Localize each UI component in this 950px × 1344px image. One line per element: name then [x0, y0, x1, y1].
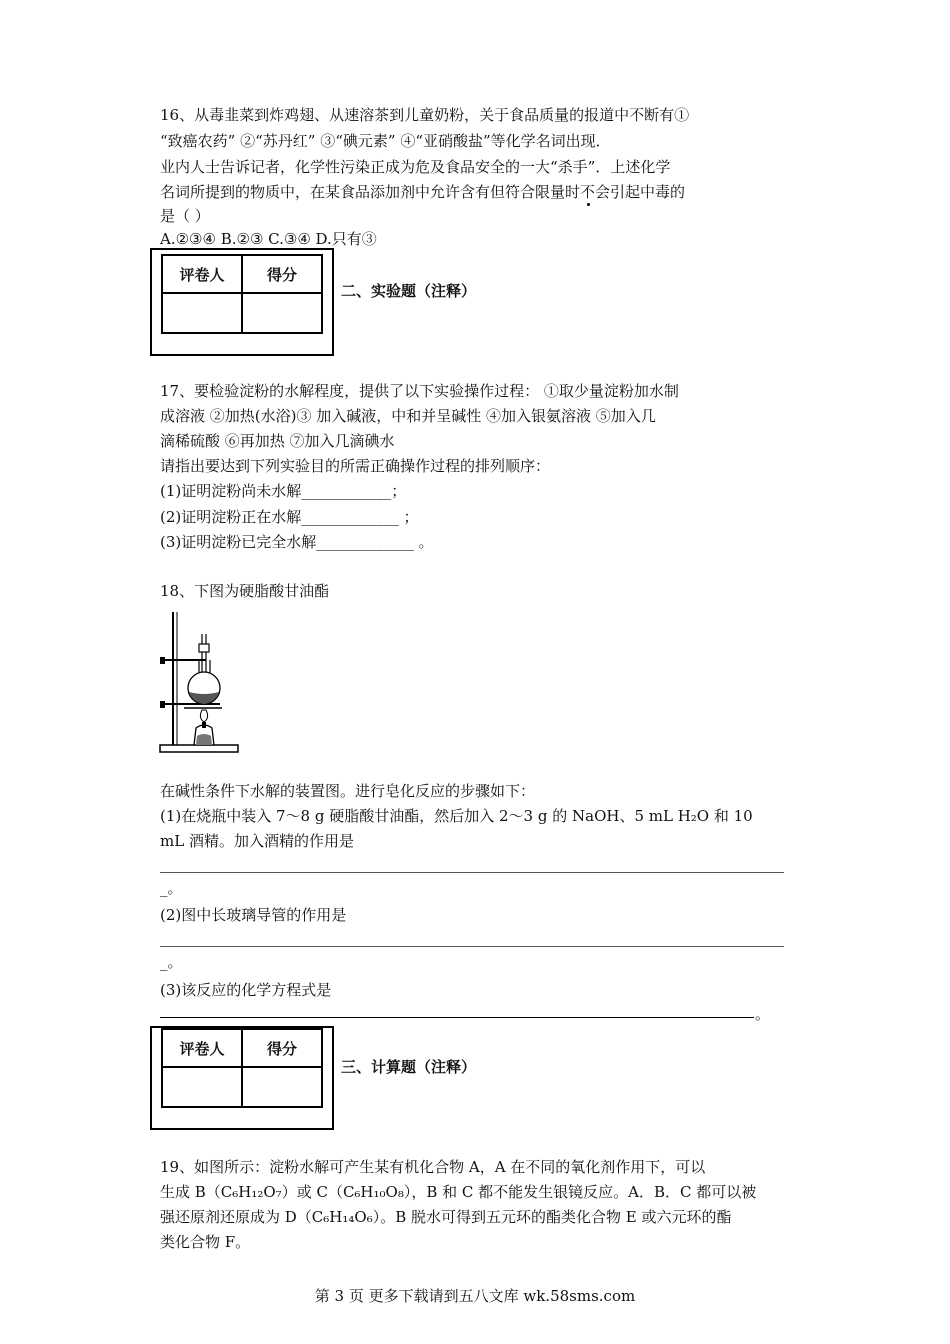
- saponification-apparatus-figure: [158, 606, 240, 756]
- q18-line-3: (1)在烧瓶中装入 7～8 g 硬脂酸甘油酯，然后加入 2～3 g 的 NaOH、5 mL H₂O 和 10: [160, 807, 753, 825]
- grader-box-1: [150, 248, 334, 356]
- q17-line-4: 请指出要达到下列实验目的所需正确操作过程的排列顺序：: [160, 457, 551, 475]
- grader-box-2: [150, 1026, 334, 1130]
- grader-score-cell[interactable]: [242, 1067, 322, 1107]
- q18-answer-line-3: [160, 1017, 754, 1018]
- q19-line-3: 强还原剂还原成为 D（C₆H₁₄O₆）。B 脱水可得到五元环的酯类化合物 E 或六元环的酯: [160, 1208, 732, 1226]
- grader-header-reviewer: 评卷人: [162, 1029, 242, 1067]
- q17-line-3: 滴稀硫酸 ⑥再加热 ⑦加入几滴碘水: [160, 432, 395, 450]
- q18-line-5: _。: [160, 879, 183, 897]
- q16-line-1: 16、从毒韭菜到炸鸡翅、从速溶茶到儿童奶粉，关于食品质量的报道中不断有①: [160, 106, 690, 124]
- grader-header-score: 得分: [242, 255, 322, 293]
- q17-line-2: 成溶液 ②加热(水浴)③ 加入碱液，中和并呈碱性 ④加入银氨溶液 ⑤加入几: [160, 407, 656, 425]
- page-footer: 第 3 页 更多下载请到五八文库 wk.58sms.com: [314, 1287, 636, 1305]
- grader-reviewer-cell[interactable]: [162, 1067, 242, 1107]
- q19-line-4: 类化合物 F。: [160, 1233, 251, 1251]
- q18-line-1: 18、下图为硬脂酸甘油酯: [160, 582, 330, 600]
- q16-line-5: 是（ ）: [160, 207, 210, 225]
- q19-line-1: 19、如图所示：淀粉水解可产生某有机化合物 A，A 在不同的氧化剂作用下，可以: [160, 1158, 706, 1176]
- q18-answer-line-2: [160, 946, 784, 947]
- q18-line-2: 在碱性条件下水解的装置图。进行皂化反应的步骤如下：: [160, 782, 536, 800]
- q19-line-2: 生成 B（C₆H₁₂O₇）或 C（C₆H₁₀O₈），B 和 C 都不能发生银镜反应。A．B．C 都可以被: [160, 1183, 757, 1201]
- grader-header-reviewer: 评卷人: [162, 255, 242, 293]
- grader-table-2: [161, 1028, 323, 1108]
- q17-line-1: 17、要检验淀粉的水解程度，提供了以下实验操作过程： ①取少量淀粉加水制: [160, 382, 679, 400]
- q17-line-7: (3)证明淀粉已完全水解_____________ 。: [160, 533, 434, 551]
- grader-header-score: 得分: [242, 1029, 322, 1067]
- q16-options: A.②③④ B.②③ C.③④ D.只有③: [160, 230, 377, 248]
- q18-line-9: 。: [755, 1005, 771, 1023]
- q16-line-4-b: 会引起中毒的: [595, 183, 686, 201]
- section-title-calculation: 三、计算题（注释）: [341, 1058, 477, 1076]
- q18-line-6: (2)图中长玻璃导管的作用是: [160, 906, 347, 924]
- q16-emphasis-char: 不: [580, 183, 596, 201]
- q16-line-3: 业内人士告诉记者，化学性污染正成为危及食品安全的一大“杀手”．上述化学: [160, 158, 671, 176]
- q18-answer-line-1: [160, 872, 784, 873]
- q17-line-5: (1)证明淀粉尚未水解____________；: [160, 482, 407, 500]
- section-title-experiment: 二、实验题（注释）: [341, 282, 477, 300]
- grader-table-1: [161, 254, 323, 334]
- q18-line-8: (3)该反应的化学方程式是: [160, 981, 332, 999]
- q18-line-4: mL 酒精。加入酒精的作用是: [160, 832, 354, 850]
- q17-line-6: (2)证明淀粉正在水解_____________ ；: [160, 508, 419, 526]
- q18-line-7: _。: [160, 953, 183, 971]
- q16-line-4-a: 名词所提到的物质中，在某食品添加剂中允许含有但符合限量时: [160, 183, 581, 201]
- q16-line-2: “致癌农药” ②“苏丹红” ③“碘元素” ④“亚硝酸盐”等化学名词出现．: [160, 132, 611, 150]
- grader-reviewer-cell[interactable]: [162, 293, 242, 333]
- grader-score-cell[interactable]: [242, 293, 322, 333]
- q16-line-4: [160, 182, 685, 202]
